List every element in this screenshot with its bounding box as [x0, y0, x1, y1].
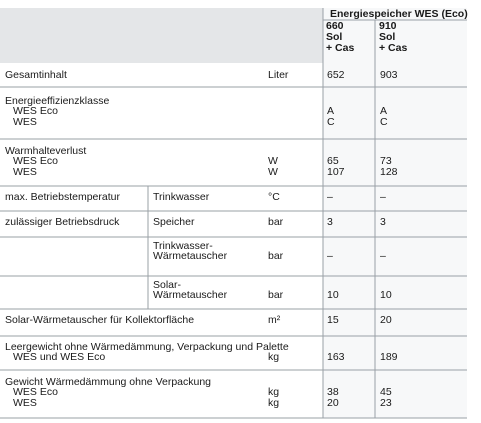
row-unit: bar — [268, 216, 284, 228]
row-label: WES — [13, 115, 37, 128]
row-label: WES und WES Eco — [13, 351, 106, 364]
row-value-660: 65 — [327, 155, 339, 168]
row-label: WES Eco — [13, 105, 58, 118]
row-value-660: – — [327, 191, 333, 203]
row-value-660: A — [327, 105, 335, 118]
row-label: zulässiger Betriebsdruck — [5, 216, 120, 228]
row-sublabel: Solar- — [153, 279, 182, 291]
row-label: Gewicht Wärmedämmung ohne Verpackung — [5, 376, 212, 388]
row-label: WES Eco — [13, 155, 58, 168]
row-value-910: 10 — [380, 289, 392, 302]
row-value-910: 903 — [380, 69, 398, 81]
row-unit: bar — [268, 250, 284, 263]
row-value-660: 20 — [327, 396, 339, 409]
row-sublabel: Wärmetauscher — [153, 250, 228, 263]
row-value-910: 23 — [380, 396, 392, 409]
row-value-660: C — [327, 115, 335, 128]
row-label: Energieeffizienzklasse — [5, 95, 110, 107]
row-sublabel: Trinkwasser — [153, 191, 210, 203]
header-column-2: + Cas — [379, 42, 408, 54]
row-value-910: 189 — [380, 351, 398, 364]
row-sublabel: Speicher — [153, 216, 195, 228]
row-value-910: 128 — [380, 165, 398, 178]
row-value-660: 38 — [327, 386, 339, 399]
row-unit: kg — [268, 386, 280, 399]
row-value-660: 10 — [327, 289, 339, 302]
row-value-660: 3 — [327, 216, 333, 228]
row-value-660: – — [327, 250, 333, 263]
row-value-910: A — [380, 105, 388, 118]
row-unit: kg — [268, 396, 280, 409]
row-unit: m² — [268, 314, 281, 326]
row-unit: Liter — [268, 69, 289, 81]
row-value-910: 20 — [380, 314, 392, 326]
row-value-910: – — [380, 191, 386, 203]
header-product: Energiespeicher WES (Eco) — [330, 8, 468, 20]
row-label: Leergewicht ohne Wärmedämmung, Verpackung und Palette — [5, 341, 289, 353]
row-label: WES Eco — [13, 386, 58, 399]
row-unit: °C — [268, 191, 280, 203]
row-label: Warmhalteverlust — [5, 145, 87, 157]
row-sublabel: Trinkwasser- — [153, 240, 213, 252]
header-column-1: Sol — [326, 31, 343, 43]
row-unit: W — [268, 155, 278, 168]
row-value-910: C — [380, 115, 388, 128]
row-value-660: 163 — [327, 351, 345, 364]
row-unit: kg — [268, 351, 280, 364]
header-column-1: 660 — [326, 20, 344, 32]
header-column-2: Sol — [379, 31, 396, 43]
header-column-2: 910 — [379, 20, 397, 32]
row-label: WES — [13, 165, 37, 178]
row-sublabel: Wärmetauscher — [153, 289, 228, 302]
header-column-1: + Cas — [326, 42, 355, 54]
row-value-910: 73 — [380, 155, 392, 168]
row-unit: W — [268, 165, 278, 178]
row-value-660: 652 — [327, 69, 345, 81]
row-value-910: 3 — [380, 216, 386, 228]
row-label: Solar-Wärmetauscher für Kollektorfläche — [5, 314, 195, 326]
row-value-660: 15 — [327, 314, 339, 326]
row-unit: bar — [268, 289, 284, 302]
row-label: WES — [13, 396, 37, 409]
row-label: Gesamtinhalt — [5, 69, 67, 81]
row-label: max. Betriebstemperatur — [5, 191, 120, 203]
row-value-660: 107 — [327, 165, 345, 178]
row-value-910: 45 — [380, 386, 392, 399]
row-value-910: – — [380, 250, 386, 263]
